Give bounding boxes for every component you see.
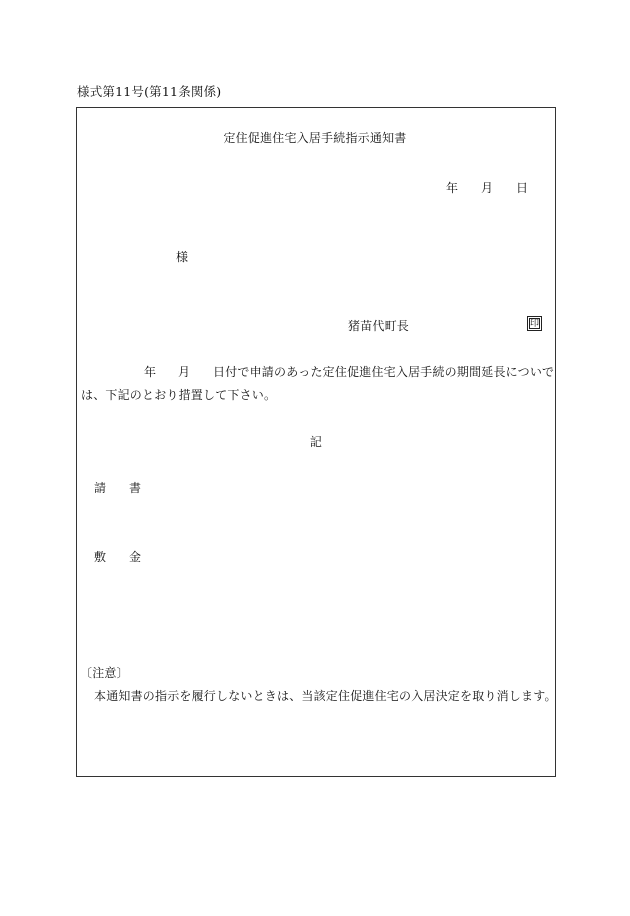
document-title: 定住促進住宅入居手続指示通知書 bbox=[223, 131, 407, 145]
seal-char: 印 bbox=[529, 319, 539, 329]
date-year-label: 年 bbox=[446, 181, 459, 195]
date-day-label: 日 bbox=[516, 181, 529, 195]
issuer-name: 猪苗代町長 bbox=[348, 319, 410, 333]
note-heading: 〔注意〕 bbox=[80, 666, 129, 680]
body-month-label: 月 bbox=[178, 365, 191, 379]
item-shikikin-char1: 敷 bbox=[94, 550, 107, 564]
ki-heading: 記 bbox=[309, 435, 323, 449]
addressee-honorific: 様 bbox=[176, 250, 189, 264]
seal-mark-icon bbox=[527, 316, 542, 331]
item-ukesho-char2: 書 bbox=[129, 481, 142, 495]
item-shikikin-char2: 金 bbox=[129, 550, 142, 564]
body-year-label: 年 bbox=[144, 365, 157, 379]
note-text: 本通知書の指示を履行しないときは、当該定住促進住宅の入居決定を取り消します。 bbox=[94, 689, 557, 703]
item-ukesho-char1: 請 bbox=[94, 481, 107, 495]
body-text-line2: は、下記のとおり措置して下さい。 bbox=[81, 388, 277, 402]
form-number-label: 様式第11号(第11条関係) bbox=[77, 84, 222, 99]
date-month-label: 月 bbox=[481, 181, 494, 195]
body-text-line1: 日付で申請のあった定住促進住宅入居手続の期間延長についで bbox=[213, 365, 555, 379]
